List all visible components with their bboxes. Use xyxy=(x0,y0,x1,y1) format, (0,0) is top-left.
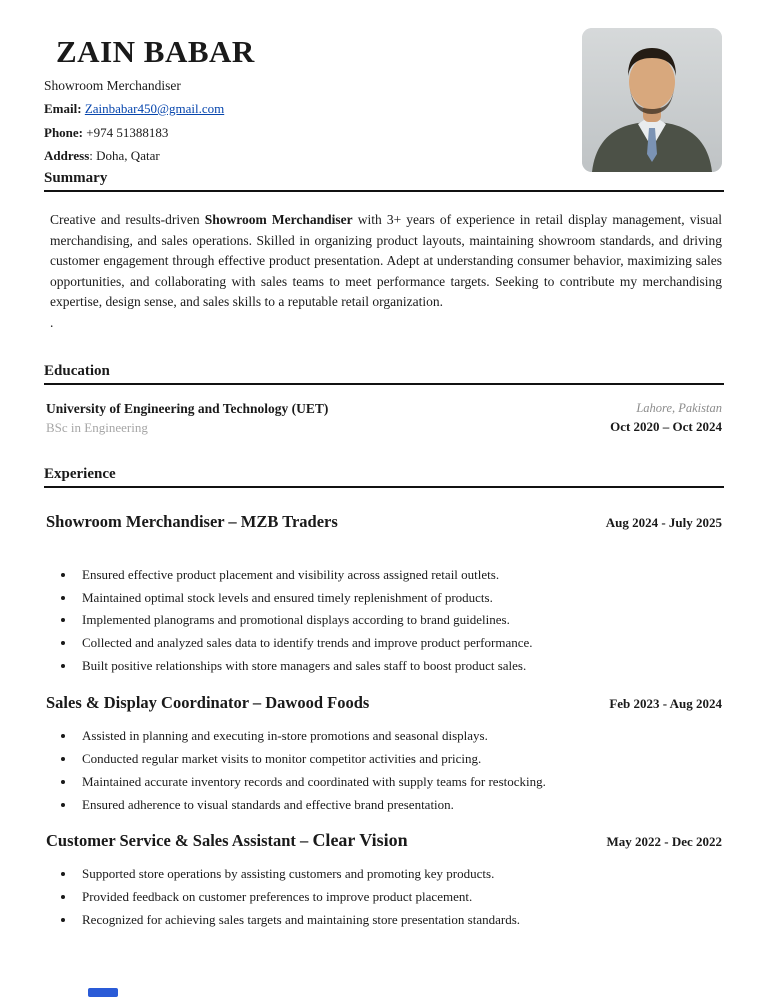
job-bullet: • Provided feedback on customer preferences to improve product placement. xyxy=(76,888,724,906)
summary-trailing-period: . xyxy=(50,314,54,330)
job-dates: Feb 2023 - Aug 2024 xyxy=(609,696,722,712)
profile-photo xyxy=(582,28,722,172)
email-line xyxy=(44,101,255,117)
job-header xyxy=(44,830,724,851)
job-bullet-list xyxy=(44,727,724,814)
address-value: : Doha, Qatar xyxy=(89,148,160,163)
phone-value: +974 51388183 xyxy=(86,124,169,140)
summary-text-bold: Showroom Merchandiser xyxy=(204,212,353,227)
next-element-peek xyxy=(88,988,118,997)
job-dates: May 2022 - Dec 2022 xyxy=(606,834,722,850)
profile-photo-image xyxy=(582,28,722,172)
job-bullet-list xyxy=(44,566,724,676)
header-contact-block xyxy=(44,28,255,172)
phone-line xyxy=(44,125,255,141)
job-title: Showroom Merchandiser – MZB Traders xyxy=(46,511,338,531)
section-heading-education: Education xyxy=(44,363,724,385)
summary-paragraph xyxy=(50,210,722,313)
education-dates: Oct 2020 – Oct 2024 xyxy=(610,418,722,434)
job-bullet: • Supported store operations by assisting customers and promoting key products. xyxy=(76,865,724,883)
job-bullet: • Maintained accurate inventory records and coordinated with supply teams for restocking. xyxy=(76,773,724,791)
section-heading-summary: Summary xyxy=(44,170,724,192)
job-title: Sales & Display Coordinator – Dawood Foods xyxy=(46,693,370,713)
candidate-title: Showroom Merchandiser xyxy=(44,78,181,93)
job-bullet: • Ensured effective product placement and visibility across assigned retail outlets. xyxy=(76,566,724,584)
job-title-emphasis: Clear Vision xyxy=(312,830,408,851)
education-entry xyxy=(44,401,724,436)
education-left xyxy=(46,401,328,436)
section-heading-experience: Experience xyxy=(44,466,724,488)
job-header xyxy=(44,512,724,532)
job-bullet: • Implemented planograms and promotional displays according to brand guidelines. xyxy=(76,611,724,629)
job-bullet: • Collected and analyzed sales data to identify trends and improve product performance. xyxy=(76,634,724,652)
job-bullet-list xyxy=(44,865,724,929)
job-bullet: • Recognized for achieving sales targets and maintaining store presentation standards. xyxy=(76,911,724,929)
header xyxy=(44,28,724,172)
education-school: University of Engineering and Technology (UET) xyxy=(46,400,329,416)
education-right xyxy=(610,401,722,436)
email-label: Email: xyxy=(44,101,82,116)
job-dates: Aug 2024 - July 2025 xyxy=(605,514,722,530)
job-bullet: • Built positive relationships with store managers and sales staff to boost product sales. xyxy=(76,657,724,675)
candidate-name: ZAIN BABAR xyxy=(56,34,255,69)
job-title xyxy=(46,830,408,851)
job-bullet: • Maintained optimal stock levels and ensured timely replenishment of products. xyxy=(76,589,724,607)
education-degree: BSc in Engineering xyxy=(46,419,148,435)
education-location: Lahore, Pakistan xyxy=(636,400,722,415)
email-link[interactable]: Zainbabar450@gmail.com xyxy=(84,101,225,116)
job-header xyxy=(44,693,724,713)
address-label: Address xyxy=(44,148,90,163)
address-line xyxy=(44,148,255,164)
job-bullet: • Ensured adherence to visual standards and effective brand presentation. xyxy=(76,796,724,814)
phone-label: Phone: xyxy=(44,124,83,140)
summary-text-before: Creative and results-driven xyxy=(50,212,205,227)
job-title-prefix: Customer Service & Sales Assistant – xyxy=(46,831,313,851)
job-bullet: • Assisted in planning and executing in-store promotions and seasonal displays. xyxy=(76,727,724,745)
job-bullet: • Conducted regular market visits to monitor competitor activities and pricing. xyxy=(76,750,724,768)
summary-text-after: with 3+ years of experience in retail display management, visual merchandising, and sales operations. Skilled in organizing product layouts, maintaining showroom standards, and driving customer engagement through effective product presentation. Adept at understanding consumer behavior, maximizing sales opportunities, and collaborating with sales teams to meet performance targets. Seeking to contribute my merchandising expertise, design sense, and sales skills to a reputable retail organization. xyxy=(50,212,723,310)
